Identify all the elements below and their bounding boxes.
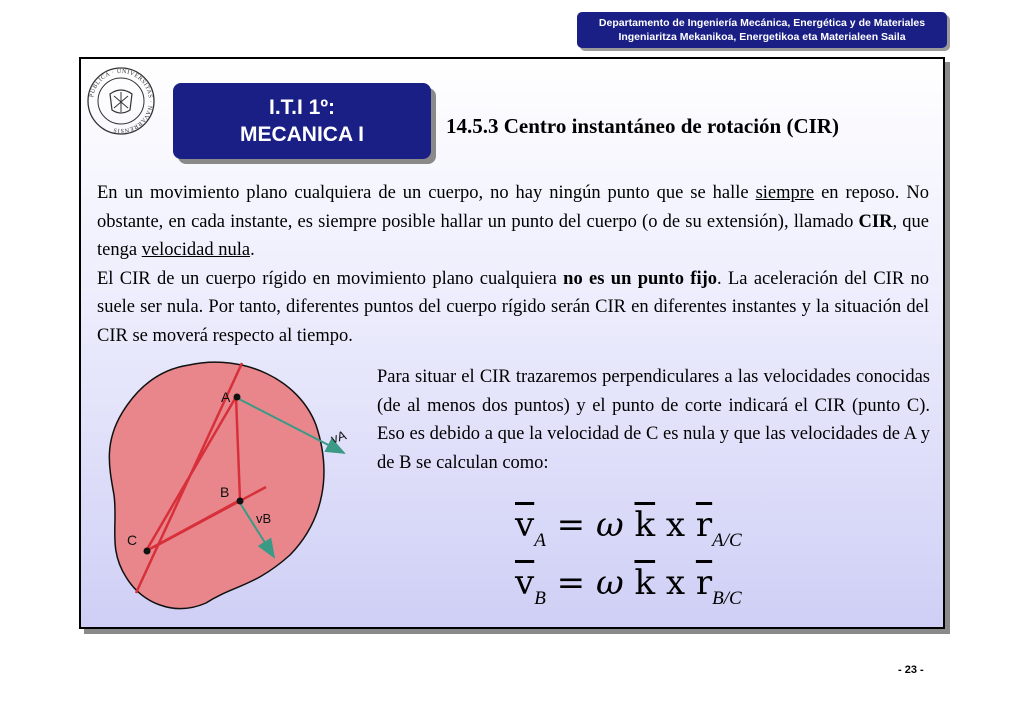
label-vb: vB: [256, 511, 272, 526]
vector-v: $\overline{v}$: [515, 505, 535, 545]
course-line1: I.T.I 1º:: [268, 96, 335, 119]
underlined-text: velocidad nula: [141, 240, 251, 260]
university-seal-logo: [86, 66, 156, 136]
equals-sign: =: [545, 563, 596, 603]
text-run: En un movimiento plano cualquiera de un cuerpo, no hay ningún punto que se halle: [97, 183, 756, 203]
course-label: [173, 83, 431, 159]
rigid-body-figure: [94, 355, 369, 617]
point-c: [144, 548, 151, 555]
cross-product: x: [655, 563, 696, 603]
svg-text:PUBLICA · UNIVERSITAS · NAVARR: PUBLICA · UNIVERSITAS · NAVARRENSIS: [89, 68, 154, 134]
label-c: C: [127, 532, 138, 548]
point-a: [234, 394, 241, 401]
intro-text: [97, 179, 929, 350]
slide-title: 14.5.3 Centro instantáneo de rotación (CIR): [446, 114, 839, 138]
vector-r: $\overline{r}$: [695, 563, 713, 603]
label-a: A: [221, 389, 231, 405]
vector-k: $\overline{k}$: [634, 505, 656, 545]
equation-velocity-b: [515, 563, 742, 610]
point-b: [237, 498, 244, 505]
label-va: vA: [329, 427, 349, 447]
department-name-eu: Ingeniaritza Mekanikoa, Energetikoa eta Materialeen Saila: [618, 31, 906, 43]
subscript: B: [534, 588, 546, 609]
text-run: El CIR de un cuerpo rígido en movimiento plano cualquiera: [97, 268, 564, 289]
label-b: B: [220, 484, 230, 500]
cross-product: x: [655, 505, 696, 545]
intro-paragraph-2: [97, 265, 929, 351]
text-run: .: [250, 240, 255, 260]
subscript: A: [534, 530, 546, 551]
intro-paragraph-1: [97, 179, 929, 265]
vector-k: $\overline{k}$: [634, 563, 656, 603]
method-explanation: Para situar el CIR trazaremos perpendiculares a las velocidades conocidas (de al menos dos puntos) y el punto de corte indicará el CIR (punto C). Eso es debido a que la velocidad de C es nula y que las velocidades de A y de B se calculan como:: [377, 367, 930, 473]
underlined-text: siempre: [755, 183, 815, 203]
subscript: B/C: [712, 588, 742, 609]
omega-symbol: ω: [595, 505, 624, 545]
department-name-es: Departamento de Ingeniería Mecánica, Energética y de Materiales: [598, 17, 926, 29]
vector-r: $\overline{r}$: [695, 505, 713, 545]
equation-velocity-a: [515, 505, 742, 552]
omega-symbol: ω: [595, 563, 624, 603]
text-run: en reposo. No obstante, en cada instante, es siempre posible hallar un punto del cuerpo (o de su extensión), llamado: [97, 183, 929, 232]
department-banner: [577, 12, 947, 48]
text-run: , que tenga: [97, 211, 929, 260]
bold-text: no es un punto fijo: [563, 268, 718, 289]
text-run: . La aceleración del CIR no suele ser nula. Por tanto, diferentes puntos del cuerpo rígido serán CIR en diferentes instantes y la situación del CIR se moverá respecto al tiempo.: [97, 268, 930, 346]
page-number: - 23 -: [898, 664, 924, 676]
bold-text: CIR: [858, 211, 893, 232]
subscript: A/C: [712, 530, 742, 551]
vector-v: $\overline{v}$: [515, 563, 535, 603]
rigid-body-shape: [109, 362, 324, 608]
course-line2: MECANICA I: [239, 123, 365, 146]
equals-sign: =: [545, 505, 596, 545]
